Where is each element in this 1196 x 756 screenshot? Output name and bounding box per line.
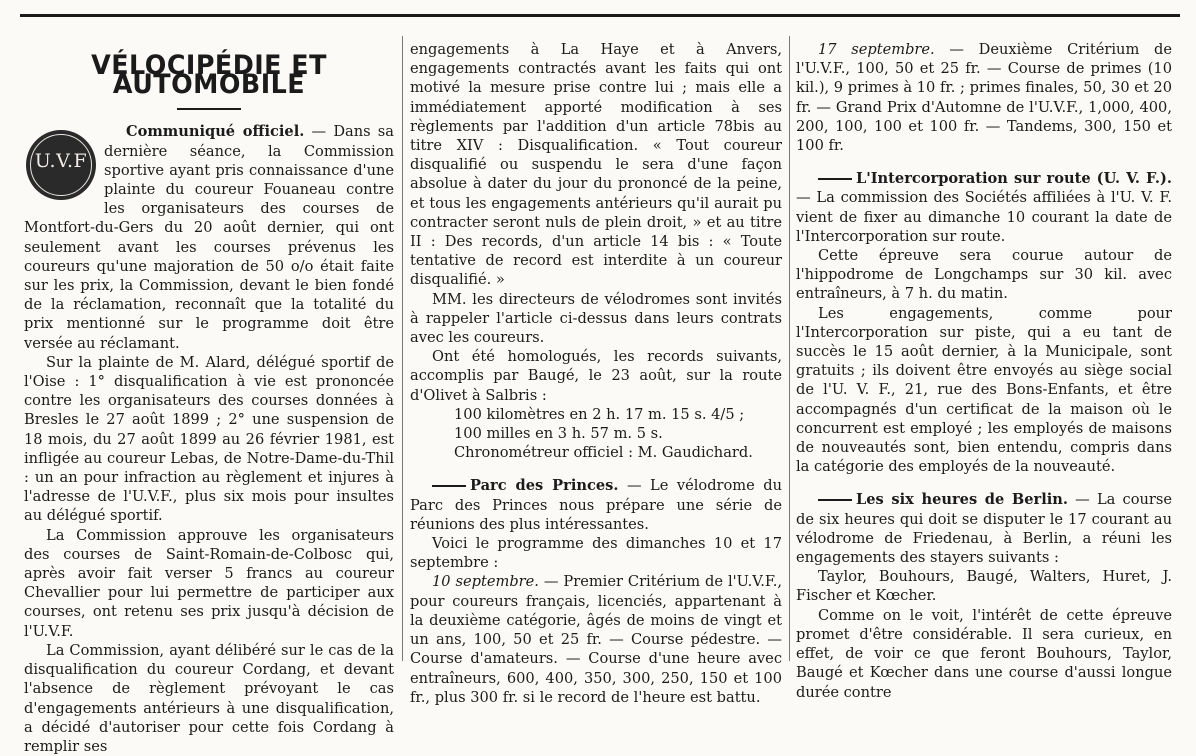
- paragraph-saint-romain: La Commission approuve les organisateurs des courses de Saint-Romain-de-Colbosc qui, après avoir fait verser 5 francs au coureur Chevallier pour lui permettre de participer aux courses, ont retenu ses prix jusqu'à décision de l'U.V.F.: [24, 526, 394, 640]
- paragraph-directeurs: MM. les directeurs de vélodromes sont invités à rappeler l'article ci-dessus dans leurs contrats avec les coureurs.: [410, 290, 782, 347]
- uvf-seal-logo: [26, 130, 96, 200]
- berlin-text: — La course de six heures qui doit se disputer le 17 courant au vélodrome de Friedenau, à Berlin, a réuni les engagements des stayers suivants :: [796, 491, 1172, 567]
- paragraph-cordang: La Commission, ayant délibéré sur le cas de la disqualification du coureur Cordang, et devant l'absence de règlement prévoyant le cas d'engagements antérieurs à une disqualification, a décidé d'autoriser pour cette fois Cordang à remplir ses: [24, 641, 394, 755]
- top-rule: [20, 14, 1180, 17]
- column-1: [24, 42, 394, 755]
- spacer: [796, 476, 1172, 490]
- section-ornament: [818, 499, 852, 501]
- paragraph-longchamps: Cette épreuve sera courue autour de l'hippodrome de Longchamps sur 30 kil. avec entraîneurs, à 7 h. du matin.: [796, 247, 1172, 303]
- section-head-berlin: Les six heures de Berlin.: [856, 491, 1068, 509]
- paragraph-10-septembre: [410, 572, 782, 706]
- record-100-miles: 100 milles en 3 h. 57 m. 5 s.: [454, 425, 663, 443]
- communique-text: — Dans sa dernière séance, la Commission sportive ayant pris connaissance d'une plainte du coureur Fouaneau contre les organisateurs des courses de Montfort-du-Gers du 20 août dernier, qui ont seulement avant les courses prévenus les coureurs qu'une majoration de 50 o/o était faite sur les prix, la Commission, devant le bien fondé de la réclamation, reconnaît que la totalité du prix mentionné sur le programme doit être versée au réclamant.: [24, 123, 394, 352]
- date-17-septembre: 17 septembre.: [818, 41, 935, 58]
- programme-17-text: — Deuxième Critérium de l'U.V.F., 100, 50 et 25 fr. — Course de primes (10 kil.), 9 primes à 10 fr. ; primes finales, 50, 30 et 20 fr. — Grand Prix d'Automne de l'U.V.F., 1,000, 400, 200, 100, 100 et 100 fr. — Tandems, 300, 150 et 100 fr.: [796, 41, 1172, 155]
- programme-10-text: — Premier Critérium de l'U.V.F., pour coureurs français, licenciés, appartenant à la deuxième catégorie, âgés de moins de vingt et un ans, 100, 50 et 25 fr. — Course pédestre. — Course d'amateurs. — Course d'une heure avec entraîneurs, 600, 400, 350, 300, 250, 150 et 100 fr., plus 300 fr. si le record de l'heure est battu.: [410, 573, 782, 706]
- record-timekeeper: Chronométreur officiel : M. Gaudichard.: [454, 444, 753, 462]
- column-divider-2: [789, 36, 790, 661]
- section-ornament: [818, 178, 852, 180]
- paragraph-intercorporation: [796, 169, 1172, 246]
- paragraph-programme: Voici le programme des dimanches 10 et 17 septembre :: [410, 535, 782, 572]
- paragraph-stayers-list: Taylor, Bouhours, Baugé, Walters, Huret, J. Fischer et Kœcher.: [796, 568, 1172, 605]
- paragraph-parc-des-princes: [410, 476, 782, 534]
- section-head-intercorporation: L'Intercorporation sur route (U. V. F.).: [856, 170, 1172, 188]
- headline-rule: [177, 108, 241, 110]
- column-2: [410, 40, 782, 706]
- paragraph-engagements: engagements à La Haye et à Anvers, engagements contractés avant les faits qui ont motivé la mesure prise contre lui ; mais elle a immédiatement apporté modification à ses règlements par l'addition d'un article 78bis au titre XIV : Disqualification. « Tout coureur disqualifié ou suspendu le sera d'une façon absolue à dater du jour du prononcé de la peine, et tous les engagements antérieurs qu'il aurait pu contracter seront nuls de plein droit, » et au titre II : Des records, d'un article 14 bis : « Toute tentative de record est interdite à un coureur disqualifié. »: [410, 41, 782, 289]
- section-ornament: [432, 485, 466, 487]
- paragraph-six-heures-berlin: [796, 490, 1172, 567]
- intercorporation-text: — La commission des Sociétés affiliées à l'U. V. F. vient de fixer au dimanche 10 courant la date de l'Intercorporation sur route.: [796, 189, 1172, 245]
- paragraph-records-intro: Ont été homologués, les records suivants, accomplis par Baugé, le 23 août, sur la route d'Olivet à Salbris :: [410, 348, 782, 404]
- record-100-km: 100 kilomètres en 2 h. 17 m. 15 s. 4/5 ;: [454, 405, 745, 423]
- paragraph-alard: Sur la plainte de M. Alard, délégué sportif de l'Oise : 1° disqualification à vie est prononcée contre les organisateurs des courses données à Bresles le 27 août 1899 ; 2° une suspension de 18 mois, du 27 août 1899 au 26 février 1981, est infligée au coureur Lebas, de Notre-Dame-du-Thil : un an pour infraction au règlement et injures à l'adresse de l'U.V.F., plus six mois pour insultes au délégué sportif.: [24, 353, 394, 525]
- paragraph-engagements-gratuits: Les engagements, comme pour l'Intercorporation sur piste, qui a eu tant de succès le 15 août dernier, à la Municipale, sont gratuits ; ils doivent être envoyés au siège social de l'U. V. F., 21, rue des Bons-Enfants, et être accompagnés d'un certificat de la maison où le concurrent est employé ; les employés de maisons de nouveautés sont, bien entendu, compris dans la catégorie des employés de la nouveauté.: [796, 304, 1172, 476]
- uvf-seal-text: U.V.F: [34, 150, 88, 173]
- page-headline: VÉLOCIPÉDIE ET AUTOMOBILE: [91, 50, 327, 101]
- parc-text: — Le vélodrome du Parc des Princes nous prépare une série de réunions des plus intéressantes.: [410, 477, 782, 533]
- spacer: [410, 462, 782, 476]
- paragraph-17-septembre: [796, 40, 1172, 155]
- communique-lead: Communiqué officiel.: [126, 123, 305, 141]
- date-10-septembre: 10 septembre.: [432, 573, 539, 591]
- paragraph-interet: Comme on le voit, l'intérêt de cette épreuve promet d'être considérable. Il sera curieux, en effet, de voir ce que feront Bouhours, Taylor, Baugé et Kœcher dans une course d'aussi longue durée contre: [796, 606, 1172, 701]
- section-head-parc: Parc des Princes.: [470, 477, 619, 495]
- spacer: [796, 155, 1172, 169]
- column-divider-1: [402, 36, 403, 661]
- column-3: [796, 40, 1172, 701]
